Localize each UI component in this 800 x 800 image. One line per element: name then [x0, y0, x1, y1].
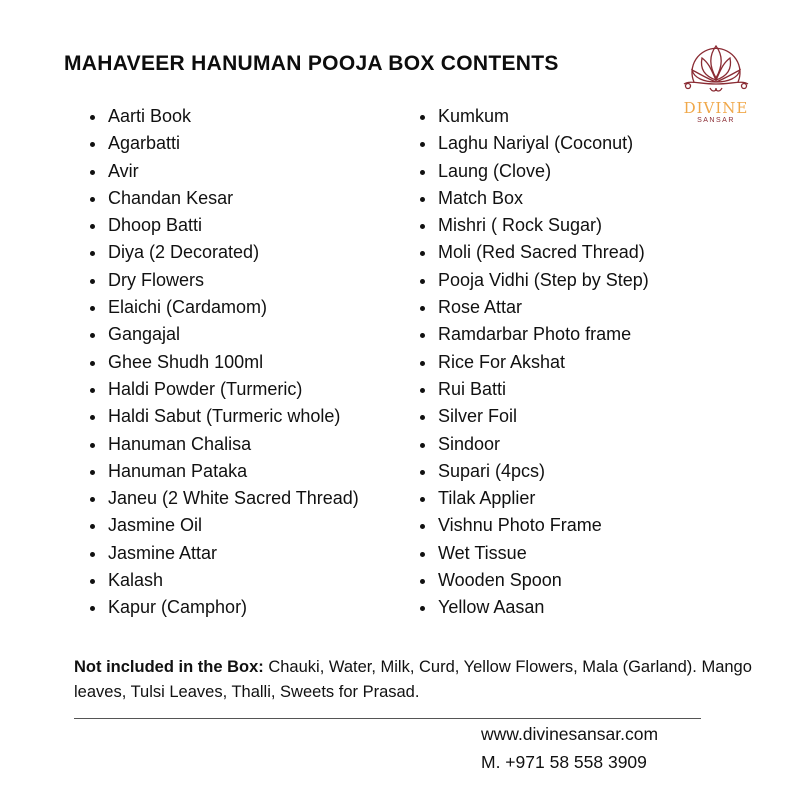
list-item: Wooden Spoon	[416, 567, 649, 594]
list-item: Moli (Red Sacred Thread)	[416, 239, 649, 266]
list-item: Avir	[86, 158, 359, 185]
contents-list-right	[416, 103, 649, 622]
list-item: Ghee Shudh 100ml	[86, 349, 359, 376]
list-item: Hanuman Pataka	[86, 458, 359, 485]
footer-divider	[74, 718, 701, 719]
brand-logo	[676, 38, 756, 125]
list-item: Elaichi (Cardamom)	[86, 294, 359, 321]
list-item: Haldi Sabut (Turmeric whole)	[86, 403, 359, 430]
list-item: Sindoor	[416, 431, 649, 458]
website-link[interactable]: www.divinesansar.com	[481, 724, 659, 744]
list-item: Janeu (2 White Sacred Thread)	[86, 485, 359, 512]
list-item: Vishnu Photo Frame	[416, 512, 649, 539]
list-item: Laghu Nariyal (Coconut)	[416, 130, 649, 157]
not-included-note	[74, 655, 754, 705]
contact-info	[481, 720, 658, 776]
list-item: Rice For Akshat	[416, 349, 649, 376]
list-item: Dhoop Batti	[86, 212, 359, 239]
list-item: Kapur (Camphor)	[86, 594, 359, 621]
list-item: Laung (Clove)	[416, 158, 649, 185]
page-title: MAHAVEER HANUMAN POOJA BOX CONTENTS	[64, 52, 559, 75]
list-item: Jasmine Attar	[86, 540, 359, 567]
phone-number: M. +971 58 558 3909	[481, 752, 647, 772]
list-item: Agarbatti	[86, 130, 359, 157]
list-item: Ramdarbar Photo frame	[416, 321, 649, 348]
list-item: Rose Attar	[416, 294, 649, 321]
list-item: Rui Batti	[416, 376, 649, 403]
brand-subname: SANSAR	[697, 117, 735, 124]
brand-name: DIVINE	[683, 99, 749, 117]
list-item: Chandan Kesar	[86, 185, 359, 212]
list-item: Wet Tissue	[416, 540, 649, 567]
list-item: Diya (2 Decorated)	[86, 239, 359, 266]
not-included-text: Chauki, Water, Milk, Curd, Yellow Flowers, Mala (Garland). Mango leaves, Tulsi Leaves, Thalli, Sweets for Prasad.	[74, 658, 752, 701]
list-item: Yellow Aasan	[416, 594, 649, 621]
list-item: Mishri ( Rock Sugar)	[416, 212, 649, 239]
list-item: Jasmine Oil	[86, 512, 359, 539]
list-item: Kumkum	[416, 103, 649, 130]
list-item: Silver Foil	[416, 403, 649, 430]
list-item: Supari (4pcs)	[416, 458, 649, 485]
list-item: Tilak Applier	[416, 485, 649, 512]
contents-list-left	[86, 103, 359, 622]
list-item: Haldi Powder (Turmeric)	[86, 376, 359, 403]
list-item: Hanuman Chalisa	[86, 431, 359, 458]
list-item: Dry Flowers	[86, 267, 359, 294]
lotus-icon	[680, 38, 752, 100]
list-item: Pooja Vidhi (Step by Step)	[416, 267, 649, 294]
list-item: Aarti Book	[86, 103, 359, 130]
not-included-label: Not included in the Box:	[74, 658, 264, 676]
list-item: Match Box	[416, 185, 649, 212]
list-item: Gangajal	[86, 321, 359, 348]
list-item: Kalash	[86, 567, 359, 594]
